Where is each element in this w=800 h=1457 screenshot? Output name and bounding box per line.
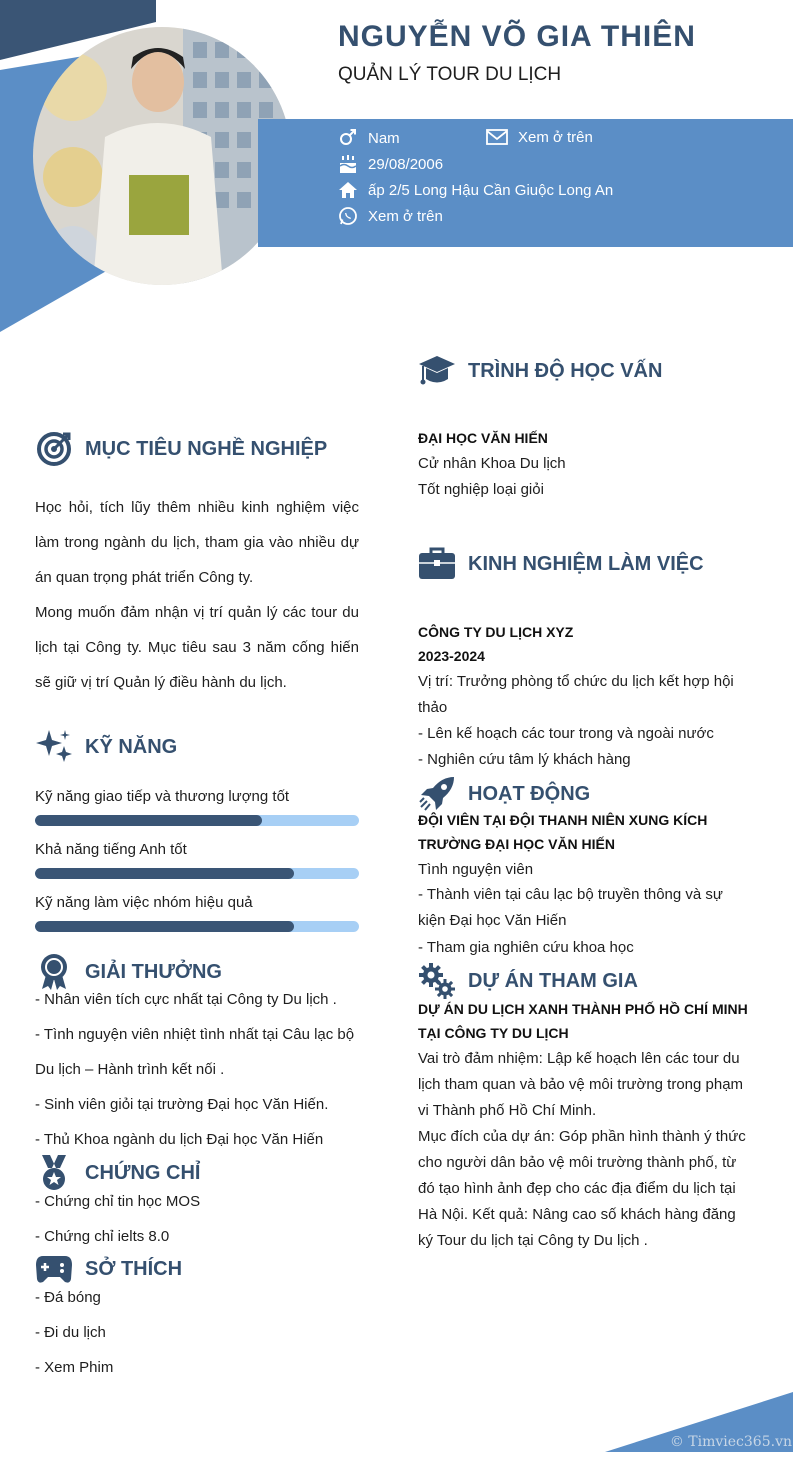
profile-photo — [33, 27, 291, 285]
contact-email — [486, 128, 593, 146]
gender-icon — [338, 128, 358, 148]
education-school: ĐẠI HỌC VĂN HIẾN — [418, 430, 548, 446]
awards-title: GIẢI THƯỞNG — [85, 960, 222, 983]
skills-title: KỸ NĂNG — [85, 735, 178, 758]
awards-heading — [35, 953, 222, 991]
gamepad-icon — [35, 1250, 73, 1288]
certificate-item: - Chứng chỉ ielts 8.0 — [35, 1228, 170, 1245]
candidate-role: QUẢN LÝ TOUR DU LỊCH — [338, 64, 562, 85]
contact-phone — [338, 206, 443, 226]
education-heading — [418, 352, 662, 390]
skill-bar-fill — [35, 868, 294, 879]
skills-heading — [35, 728, 177, 766]
skill-bar-fill — [35, 815, 262, 826]
home-icon — [338, 180, 358, 200]
objective-paragraph-2: Mong muốn đảm nhận vị trí quản lý các tour du lịch tại Công ty. Mục tiêu sau 3 năm cống hiến sẽ giữ vị trí Quản lý điều hành du lịch. — [35, 604, 359, 691]
experience-period: 2023-2024 — [418, 648, 485, 664]
award-medal-icon — [35, 953, 73, 991]
watermark: © Timviec365.vn — [669, 1434, 792, 1450]
contact-address — [338, 180, 613, 200]
experience-task: - Nghiên cứu tâm lý khách hàng — [418, 751, 631, 768]
projects-title: DỰ ÁN THAM GIA — [468, 969, 638, 992]
activities-heading — [418, 775, 590, 813]
objective-heading — [35, 430, 327, 468]
activity-organization: ĐỘI VIÊN TẠI ĐỘI THANH NIÊN XUNG KÍCH — [418, 812, 708, 828]
activity-organization: TRƯỜNG ĐẠI HỌC VĂN HIẾN — [418, 836, 616, 852]
candidate-name: NGUYỄN VÕ GIA THIÊN — [338, 20, 696, 53]
activity-item: - Thành viên tại câu lạc bộ truyền thông và sự kiện Đại học Văn Hiến — [418, 886, 723, 929]
envelope-icon — [486, 128, 508, 146]
projects-heading — [418, 962, 638, 1000]
experience-position: Vị trí: Trưởng phòng tổ chức du lịch kết hợp hội thảo — [418, 673, 734, 716]
project-name: DỰ ÁN DU LỊCH XANH THÀNH PHỐ HỒ CHÍ MINH — [418, 1001, 748, 1017]
contact-gender — [338, 128, 400, 148]
rocket-icon — [418, 775, 456, 813]
experience-heading — [418, 545, 704, 583]
skill-label-1: Kỹ năng giao tiếp và thương lượng tốt — [35, 788, 290, 805]
certificate-item: - Chứng chỉ tin học MOS — [35, 1193, 201, 1210]
skill-label-2: Khả năng tiếng Anh tốt — [35, 841, 187, 858]
phone-value[interactable]: Xem ở trên — [368, 207, 443, 225]
experience-company: CÔNG TY DU LỊCH XYZ — [418, 624, 574, 640]
activity-role: Tình nguyện viên — [418, 861, 534, 878]
target-icon — [35, 430, 73, 468]
certificates-title: CHỨNG CHỈ — [85, 1161, 201, 1184]
education-degree: Cử nhân Khoa Du lịch — [418, 455, 566, 472]
project-role: Vai trò đảm nhiệm: Lập kế hoạch lên các tour du lịch tham quan và bảo vệ môi trường trong phạm vi Thành phố Hồ Chí Minh. — [418, 1050, 744, 1119]
award-item: - Sinh viên giỏi tại trường Đại học Văn Hiến. — [35, 1096, 329, 1113]
hobbies-title: SỞ THÍCH — [85, 1257, 183, 1280]
experience-task: - Lên kế hoạch các tour trong và ngoài nước — [418, 725, 714, 742]
project-name: TẠI CÔNG TY DU LỊCH — [418, 1025, 569, 1041]
gender-value: Nam — [368, 129, 400, 147]
birthday-cake-icon — [338, 154, 358, 174]
project-purpose: Mục đích của dự án: Góp phần hình thành ý thức cho người dân bảo vệ môi trường thành phố, từ đó tạo hình ảnh đẹp cho các địa điểm du lịch tại Hà Nội. Kết quả: Nâng cao số khách hàng đăng ký Tour du lịch tại Công ty Du lịch . — [418, 1128, 746, 1249]
skill-bar-fill — [35, 921, 294, 932]
hobby-item: - Đi du lịch — [35, 1324, 106, 1341]
hobbies-heading — [35, 1250, 182, 1288]
certificate-badge-icon — [35, 1154, 73, 1192]
skill-bar-1 — [35, 815, 359, 826]
hobby-item: - Đá bóng — [35, 1289, 101, 1306]
skill-bar-3 — [35, 921, 359, 932]
graduation-cap-icon — [418, 352, 456, 390]
education-rank: Tốt nghiệp loại giỏi — [418, 481, 544, 498]
activities-title: HOẠT ĐỘNG — [468, 782, 591, 805]
objective-title: MỤC TIÊU NGHỀ NGHIỆP — [85, 437, 328, 460]
contact-birthday — [338, 154, 443, 174]
activity-item: - Tham gia nghiên cứu khoa học — [418, 939, 634, 956]
skill-label-3: Kỹ năng làm việc nhóm hiệu quả — [35, 894, 253, 911]
certificates-heading — [35, 1154, 200, 1192]
award-item: Du lịch – Hành trình kết nối . — [35, 1061, 225, 1078]
address-value: ấp 2/5 Long Hậu Cần Giuộc Long An — [368, 181, 614, 199]
email-value[interactable]: Xem ở trên — [518, 128, 593, 146]
gears-icon — [418, 962, 456, 1000]
award-item: - Nhân viên tích cực nhất tại Công ty Du lịch . — [35, 991, 337, 1008]
experience-title: KINH NGHIỆM LÀM VIỆC — [468, 552, 704, 575]
birthday-value: 29/08/2006 — [368, 155, 444, 173]
education-title: TRÌNH ĐỘ HỌC VẤN — [468, 359, 663, 382]
sparkles-icon — [35, 728, 73, 766]
award-item: - Tình nguyện viên nhiệt tình nhất tại Câu lạc bộ — [35, 1026, 355, 1043]
briefcase-icon — [418, 545, 456, 583]
hobby-item: - Xem Phim — [35, 1359, 114, 1376]
award-item: - Thủ Khoa ngành du lịch Đại học Văn Hiến — [35, 1131, 324, 1148]
objective-paragraph-1: Học hỏi, tích lũy thêm nhiều kinh nghiệm việc làm trong ngành du lịch, tham gia vào nhiều dự án quan trọng phát triển Công ty. — [35, 499, 359, 586]
skill-bar-2 — [35, 868, 359, 879]
whatsapp-icon — [338, 206, 358, 226]
